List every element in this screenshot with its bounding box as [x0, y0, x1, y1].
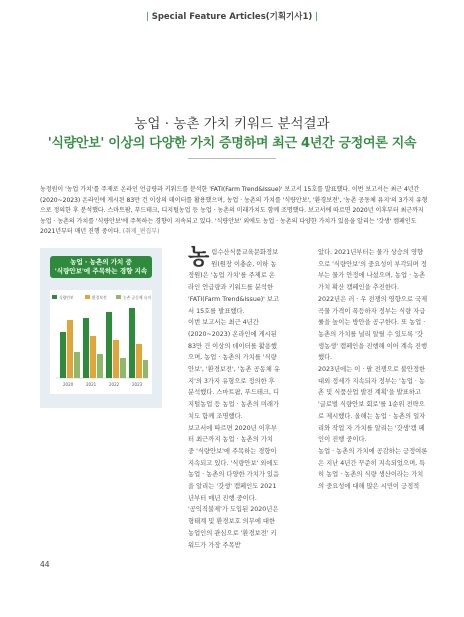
bar-2021-1	[83, 318, 89, 378]
x-label-2023: 2023	[132, 382, 143, 387]
legend-swatch-3	[116, 295, 121, 299]
x-label-2021: 2021	[86, 382, 97, 387]
title-divider	[188, 158, 276, 159]
body-paragraph-7: 2023년에는 이 · 팔 전쟁으로 불안정한 대외 정세가 지속되자 정부는 '농업 · 농촌 및 식품산업 발전 계획'을 발표하고 '글로벌 식량안보 회로'를 1순위 전략으로 제시했다. 올해는 농업 · 농촌의 일자리와 작업 자 가치를 알리는 '갓생'캠 페인이 진행 중이다.	[318, 366, 426, 444]
bar-2021-3	[97, 354, 103, 378]
body-paragraph-5: 았다. 2021년부터는 물가 상승의 영향으로 '식량안보'의 중요성이 부각되며 정부는 물가 안정에 나섰으며, 농업 · 농촌 가치 확산 캠페인을 추진한다.	[318, 249, 427, 292]
bar-2021-2	[90, 336, 96, 378]
header-bar-left: |	[146, 12, 152, 22]
article-title-line2: '식량안보' 이상의 다양한 가치 증명하며 최근 4년간 긍정여론 지속	[47, 136, 417, 151]
drop-cap: 농	[188, 245, 210, 270]
intro-writer: (취재_편집부)	[122, 228, 160, 235]
legend-label-1: 식량안보	[59, 295, 74, 300]
legend-label-3: 농촌 공동체 유지	[123, 295, 152, 300]
header-text: Special Feature Articles(기획기사1)	[151, 12, 313, 22]
legend-swatch-2	[85, 295, 90, 299]
body-paragraph-4: '공익직불제'가 도입된 2020년은 형태계 및 환경보호 의무에 대한 농업인의 관심으로 '환경보전' 키워드가 가장 주목받	[188, 506, 279, 549]
bar-2022-1	[106, 312, 112, 378]
bar-2023-3	[143, 360, 148, 378]
body-column-2	[318, 247, 428, 493]
bar-2022-2	[113, 340, 119, 378]
page-number: 44	[40, 560, 50, 569]
article-title-line1: 농업 · 농촌 가치 키워드 분석결과	[134, 116, 330, 132]
section-header	[0, 10, 464, 22]
x-label-2020: 2020	[63, 382, 74, 387]
bar-2020-2	[67, 320, 73, 378]
bar-2023-2	[136, 344, 142, 378]
body-paragraph-2: 이번 보고서는 최근 4년간(2020~2023) 온라인에 게시된 83만 건 이상의 데이터를 활용했으며, 농업 · 농촌의 가치를 '식량안보', '환경보전', '농촌 공동체 유지'의 3가지 유형으로 정의한 후 분석했다. 스마트팜, 푸드테크, 디지털농업 등 농업 · 농촌의 미래가치도 함께 조명했다.	[188, 319, 280, 420]
figure-graphic	[40, 248, 162, 408]
figure-infographic	[40, 248, 162, 408]
bar-2023-1	[129, 308, 135, 378]
body-paragraph-3: 보고서에 따르면 2020년 이후부터 최근까지 농업 · 농촌의 가치 중 '식량안보'에 주목하는 경향이 지속되고 있다. '식량안보' 외에도 농업 · 농촌의 다양한 가치가 있음을 알리는 '갓생' 캠페인도 2021년부터 매년 진행 중이다.	[188, 424, 280, 502]
body-paragraph-1-text: 림수산식품교육문화정보원(원장 이충순, 이하 농정원)은 '농업 가치'를 주제로 온라인 언급량과 키워드를 분석한 'FATI(Farm Trend&Issue)' 보고서 15호를 발표했다.	[188, 249, 280, 315]
header-bar-right: |	[312, 12, 318, 22]
bar-2020-1	[60, 332, 66, 378]
bar-2020-3	[74, 352, 80, 378]
legend-label-2: 환경보전	[92, 295, 107, 300]
body-paragraph-1	[188, 247, 280, 317]
body-paragraph-6: 2022년은 러 · 우 전쟁의 영향으로 국제 곡물 가격이 폭등하자 정부는 식량 자급률을 높이는 방안을 공구한다. 또 농업 · 농촌의 가치를 널리 알릴 수 있도록 '갓생농생' 캠페인을 진행해 이어 계속 진행했다.	[318, 295, 428, 362]
body-paragraph-8: 농업 · 농촌의 가치에 공감하는 긍정여론은 지난 4년간 꾸준히 지속되었으며, 특히 농업 · 농촌의 식량 생산이라는 가치의 중요성에 대해 많은 시민이 긍정적	[318, 447, 428, 491]
figure-title-line1: 농업 · 농촌의 가치 중	[70, 258, 132, 266]
figure-title-line2: '식량안보'에 주목하는 경향 지속	[54, 267, 148, 275]
x-label-2022: 2022	[109, 382, 120, 387]
bar-2022-3	[120, 358, 126, 378]
body-column-1	[188, 247, 280, 551]
article-intro	[40, 185, 428, 238]
intro-text: 농정원이 '농업 가치'를 주제로 온라인 언급량과 키워드를 분석한 'FATI(Farm Trend&Issue)' 보고서 15호를 발표했다. 이번 보고서는 최근 4년간(2020~2023) 온라인에 게시된 83만 건 이상의 데이터를 활용했으며, 농업 · 농촌의 가치를 '식량안보', '환경보전', '농촌 공동체 유지'의 3가지 유형으로 정의한 후 분석했다. 스마트팜, 푸드테크, 디지털농업 등 농업 · 농촌의 미래가치도 함께 조명했다. 보고서에 따르면 2020년 이후부터 최근까지 농업 · 농촌의 가치를 '식량안보'에 주목하는 경향이 지속되고 있다. '식량안보' 외에도 농업 · 농촌의 다양한 가치가 있음을 알리는 '갓생' 캠페인도 2021년부터 매년 진행 중이다.	[40, 186, 428, 235]
legend-swatch-1	[52, 295, 57, 299]
